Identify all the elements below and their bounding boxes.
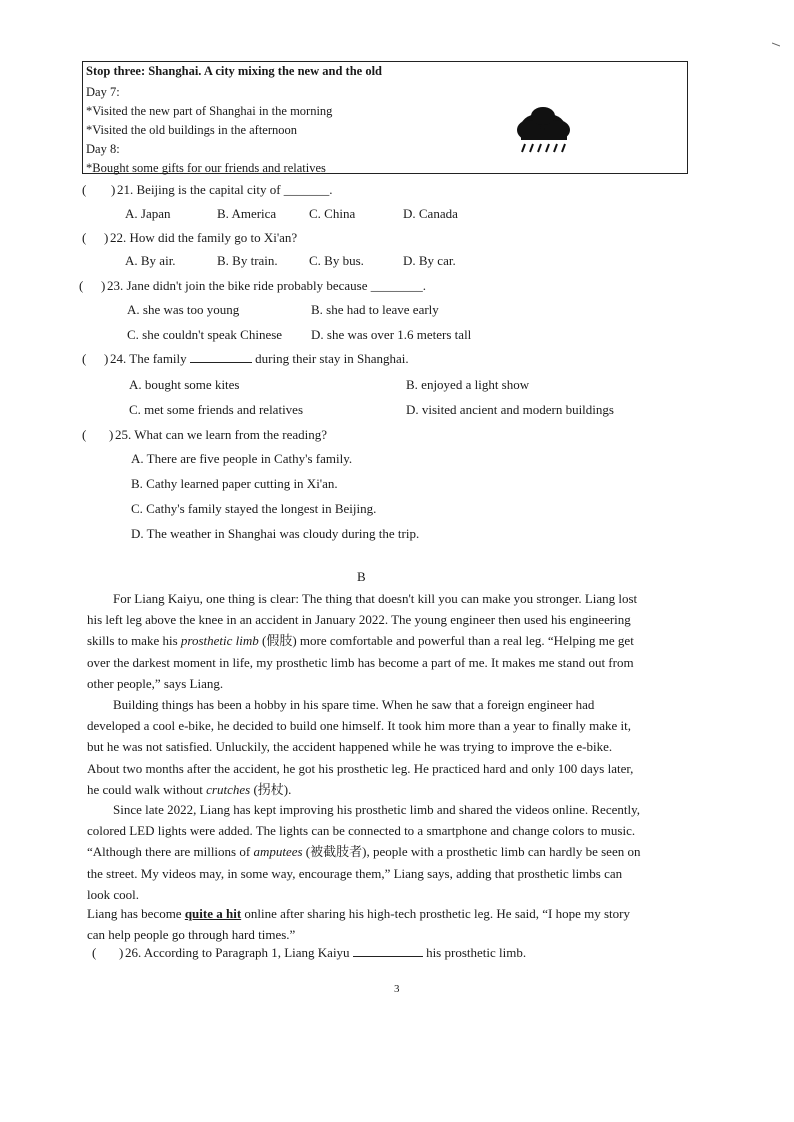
passage-line: his left leg above the knee in an accident in January 2022. The young engineer then used his engineering [87, 612, 631, 628]
passage-line [87, 841, 697, 862]
passage-line: other people,” says Liang. [87, 675, 224, 691]
option-d: D. The weather in Shanghai was cloudy during the trip. [131, 526, 420, 541]
answer-paren-close: ) [119, 945, 124, 960]
text: skills to make his [87, 633, 178, 649]
option-b: B. America [217, 206, 277, 221]
answer-blank [190, 362, 252, 363]
option-d: D. Canada [403, 206, 458, 221]
stem-text: his prosthetic limb. [426, 945, 527, 960]
answer-paren-open: ( [82, 182, 87, 197]
option-d: D. visited ancient and modern buildings [406, 402, 614, 417]
rain-cloud-icon [513, 106, 573, 158]
question-26-stem [125, 945, 526, 961]
itinerary-title: Stop three: Shanghai. A city mixing the new and the old [86, 64, 382, 78]
day-7-label: Day 7: [86, 85, 120, 99]
passage-line: but he was not satisfied. Unluckily, the accident happened while he was trying to improve the e-bike. [87, 739, 613, 755]
answer-paren-open: ( [82, 230, 87, 245]
passage-line [87, 903, 697, 924]
stem-text: 26. According to Paragraph 1, Liang Kaiyu [125, 945, 350, 960]
option-d: D. she was over 1.6 meters tall [311, 327, 472, 342]
passage-line: colored LED lights were added. The lights can be connected to a smartphone and change colors to music. [87, 823, 636, 839]
question-22-stem: 22. How did the family go to Xi'an? [110, 230, 298, 245]
text: “Although there are millions of [87, 844, 251, 860]
answer-paren-open: ( [82, 427, 87, 442]
passage-line: the street. My videos may, in some way, encourage them,” Liang says, adding that prosthetic limbs can [87, 865, 623, 881]
italic-term: prosthetic limb [180, 633, 259, 649]
option-a: A. bought some kites [129, 377, 240, 392]
answer-paren-close: ) [104, 351, 109, 366]
passage-paragraph-4 [87, 903, 697, 945]
passage-line: can help people go through hard times.” [87, 927, 296, 943]
itinerary-item: *Visited the old buildings in the afternoon [86, 123, 298, 137]
question-21-stem: 21. Beijing is the capital city of _______. [117, 182, 333, 197]
option-c: C. China [309, 206, 356, 221]
passage-line: For Liang Kaiyu, one thing is clear: The thing that doesn't kill you can make you stronger. Liang lost [113, 591, 638, 606]
passage-line: Building things has been a hobby in his spare time. When he saw that a foreign engineer had [113, 697, 595, 712]
option-c: C. she couldn't speak Chinese [127, 327, 283, 342]
passage-paragraph-2 [87, 694, 697, 800]
section-heading: B [357, 569, 366, 584]
option-a: A. she was too young [127, 302, 240, 317]
itinerary-item: *Bought some gifts for our friends and relatives [86, 161, 326, 175]
stem-text: 24. The family [110, 351, 187, 366]
answer-paren-open: ( [79, 278, 84, 293]
text: online after sharing his high-tech prosthetic leg. He said, “I hope my story [244, 906, 630, 921]
text: he could walk without [87, 781, 203, 797]
passage-line: look cool. [87, 886, 139, 902]
option-c: C. Cathy's family stayed the longest in Beijing. [131, 501, 377, 516]
answer-paren-close: ) [111, 182, 116, 197]
passage-line [87, 779, 697, 800]
answer-paren-open: ( [82, 351, 87, 366]
option-a: A. Japan [125, 206, 171, 221]
passage-line: Since late 2022, Liang has kept improving his prosthetic limb and shared the videos online. Recently, [113, 802, 640, 817]
answer-blank [353, 956, 423, 957]
option-c: C. By bus. [309, 253, 364, 268]
corner-mark [772, 35, 780, 41]
option-b: B. By train. [217, 253, 278, 268]
text: Liang has become [87, 906, 182, 921]
italic-term: amputees [253, 844, 303, 860]
passage-line [87, 630, 697, 651]
question-25-stem: 25. What can we learn from the reading? [115, 427, 327, 442]
question-23-stem: 23. Jane didn't join the bike ride probably because ________. [107, 278, 426, 293]
day-8-label: Day 8: [86, 142, 120, 156]
question-24-stem [110, 351, 409, 367]
italic-term: crutches [206, 781, 251, 797]
option-b: B. Cathy learned paper cutting in Xi'an. [131, 476, 338, 491]
option-b: B. enjoyed a light show [406, 377, 530, 392]
page-number: 3 [394, 983, 400, 995]
answer-paren-close: ) [104, 230, 109, 245]
option-a: A. There are five people in Cathy's family. [131, 451, 353, 466]
text: (拐杖). [253, 781, 292, 797]
option-d: D. By car. [403, 253, 456, 268]
text: (被截肢者), people with a prosthetic limb can hardly be seen on [305, 844, 641, 860]
passage-paragraph-3 [87, 799, 697, 905]
itinerary-box [82, 61, 688, 174]
answer-paren-close: ) [101, 278, 106, 293]
answer-paren-open: ( [92, 945, 97, 960]
text: (假肢) more comfortable and powerful than a real leg. “Helping me get [262, 633, 634, 649]
passage-line: over the darkest moment in life, my prosthetic limb has become a part of me. It makes me stand out from [87, 654, 634, 670]
option-a: A. By air. [125, 253, 176, 268]
option-c: C. met some friends and relatives [129, 402, 304, 417]
passage-line: developed a cool e-bike, he decided to build one himself. It took him more than a year to finally make it, [87, 718, 632, 734]
passage-line: About two months after the accident, he got his prosthetic leg. He practiced hard and only 100 days later, [87, 760, 634, 776]
underlined-phrase: quite a hit [184, 906, 242, 921]
option-b: B. she had to leave early [311, 302, 439, 317]
stem-text: during their stay in Shanghai. [255, 351, 409, 366]
passage-paragraph-1 [87, 588, 697, 694]
itinerary-item: *Visited the new part of Shanghai in the morning [86, 104, 333, 118]
answer-paren-close: ) [109, 427, 114, 442]
